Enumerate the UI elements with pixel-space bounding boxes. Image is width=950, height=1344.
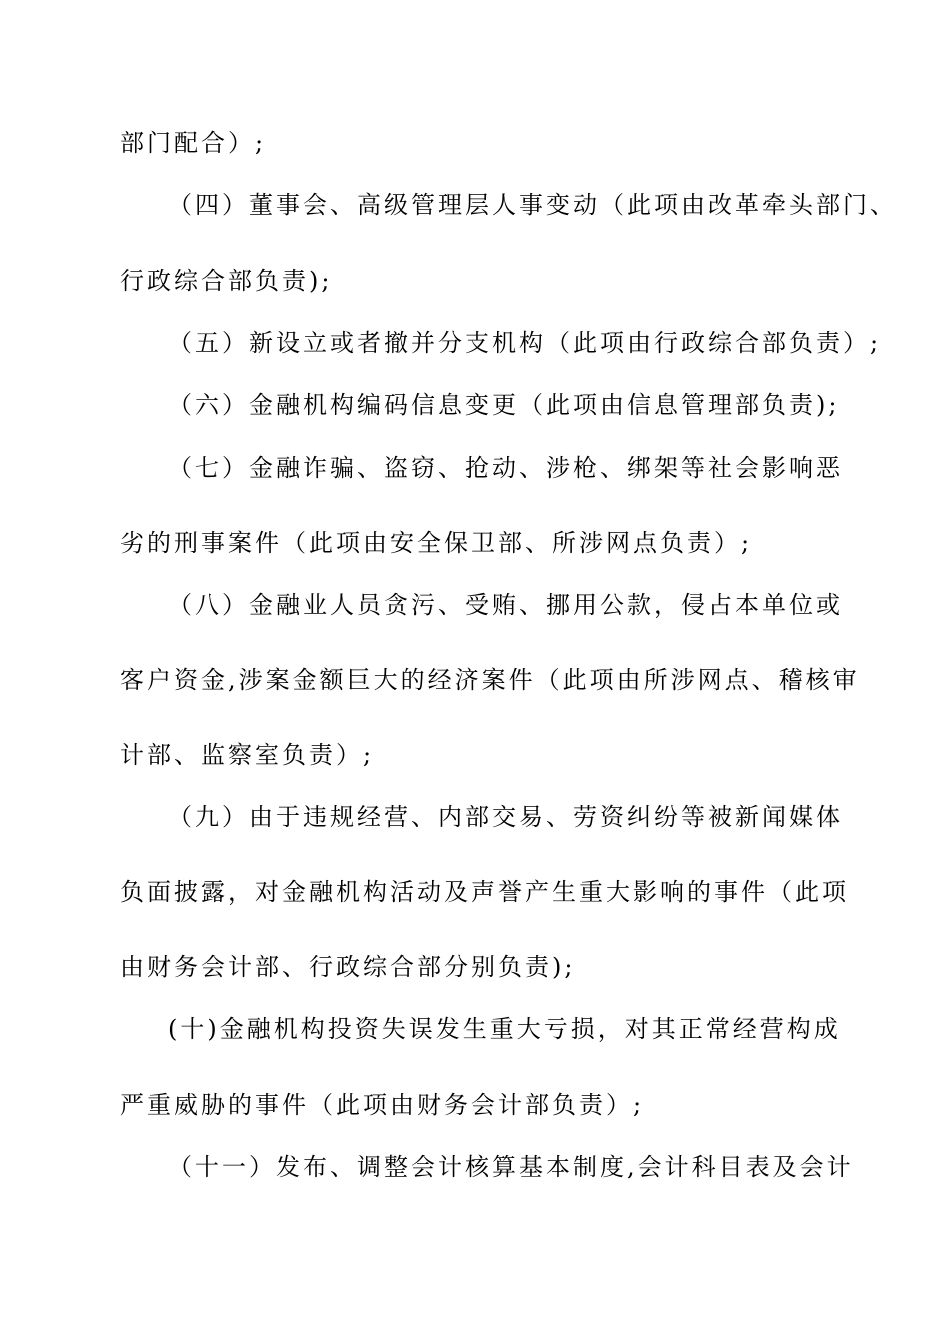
text-line: 客户资金,涉案金额巨大的经济案件（此项由所涉网点、稽核审	[120, 666, 860, 694]
text-line: (十)金融机构投资失误发生重大亏损，对其正常经营构成	[168, 1015, 841, 1043]
text-line: 部门配合）;	[120, 129, 267, 157]
text-line: 严重威胁的事件（此项由财务会计部负责）;	[120, 1091, 645, 1119]
text-line: （九）由于违规经营、内部交易、劳资纠纷等被新闻媒体	[168, 803, 843, 831]
text-line: 行政综合部负责);	[120, 267, 333, 295]
text-line: （六）金融机构编码信息变更（此项由信息管理部负责);	[168, 391, 840, 419]
text-line: （五）新设立或者撤并分支机构（此项由行政综合部负责）;	[168, 329, 882, 357]
text-line: （十一）发布、调整会计核算基本制度,会计科目表及会计	[168, 1153, 854, 1181]
text-line: （七）金融诈骗、盗窃、抢动、涉枪、绑架等社会影响恶	[168, 454, 843, 482]
text-line: 劣的刑事案件（此项由安全保卫部、所涉网点负责）;	[120, 529, 753, 557]
text-line: 由财务会计部、行政综合部分别负责);	[120, 953, 576, 981]
text-line: （四）董事会、高级管理层人事变动（此项由改革牵头部门、	[168, 191, 897, 219]
text-line: （八）金融业人员贪污、受贿、挪用公款，侵占本单位或	[168, 591, 843, 619]
text-line: 计部、监察室负责）;	[120, 741, 375, 769]
text-line: 负面披露，对金融机构活动及声誉产生重大影响的事件（此项	[120, 878, 849, 906]
